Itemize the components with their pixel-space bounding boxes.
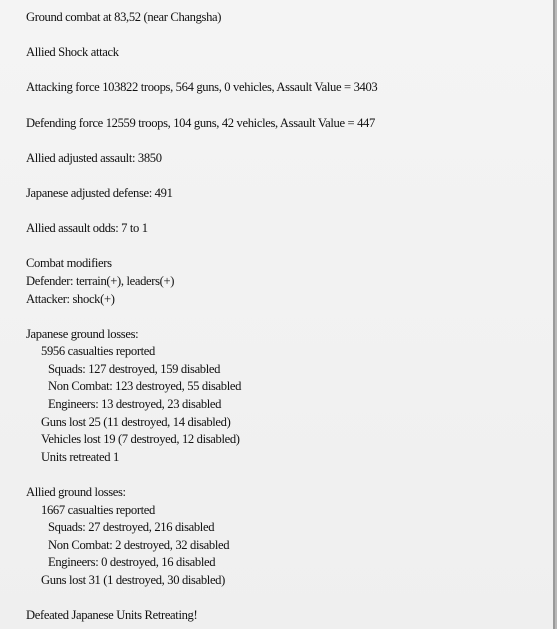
- report-line: Japanese adjusted defense: 491: [26, 185, 173, 200]
- report-line: Engineers: 0 destroyed, 16 disabled: [48, 555, 216, 570]
- line-spacer: [26, 590, 543, 608]
- report-line: Allied assault odds: 7 to 1: [26, 221, 148, 236]
- report-line: 1667 casualties reported: [41, 502, 155, 517]
- report-line: Non Combat: 123 destroyed, 55 disabled: [48, 379, 242, 394]
- report-line: Defender: terrain(+), leaders(+): [26, 273, 175, 288]
- report-line: Attacker: shock(+): [26, 291, 115, 306]
- report-line: Japanese ground losses:: [26, 326, 139, 341]
- report-line: Squads: 127 destroyed, 159 disabled: [48, 361, 221, 376]
- report-line: Allied ground losses:: [26, 485, 126, 500]
- report-line: Guns lost 25 (11 destroyed, 14 disabled): [41, 414, 231, 429]
- report-line: Engineers: 13 destroyed, 23 disabled: [48, 397, 222, 412]
- report-line: Units retreated 1: [41, 449, 119, 464]
- line-spacer: [26, 466, 543, 484]
- line-spacer: [26, 238, 543, 256]
- report-line: Non Combat: 2 destroyed, 32 disabled: [48, 537, 230, 552]
- report-line: Attacking force 103822 troops, 564 guns, 0 vehicles, Assault Value = 3403: [26, 80, 378, 95]
- combat-report-text: [26, 9, 543, 625]
- line-spacer: [26, 27, 543, 45]
- report-line: Defending force 12559 troops, 104 guns, 42 vehicles, Assault Value = 447: [26, 115, 375, 130]
- line-spacer: [26, 167, 543, 185]
- report-line: Allied adjusted assault: 3850: [26, 150, 162, 165]
- report-line: Combat modifiers: [26, 256, 112, 271]
- report-line: Vehicles lost 19 (7 destroyed, 12 disabled): [41, 432, 240, 447]
- line-spacer: [26, 308, 543, 326]
- line-spacer: [26, 132, 543, 150]
- report-line: Guns lost 31 (1 destroyed, 30 disabled): [41, 573, 225, 587]
- line-spacer: [26, 62, 543, 80]
- report-line: Allied Shock attack: [26, 45, 119, 60]
- line-spacer: [26, 203, 543, 221]
- report-line: Defeated Japanese Units Retreating!: [26, 608, 198, 623]
- line-spacer: [26, 97, 543, 115]
- report-line: 5956 casualties reported: [41, 344, 155, 359]
- report-line: Squads: 27 destroyed, 216 disabled: [48, 520, 215, 535]
- report-line: Ground combat at 83,52 (near Changsha): [26, 10, 222, 24]
